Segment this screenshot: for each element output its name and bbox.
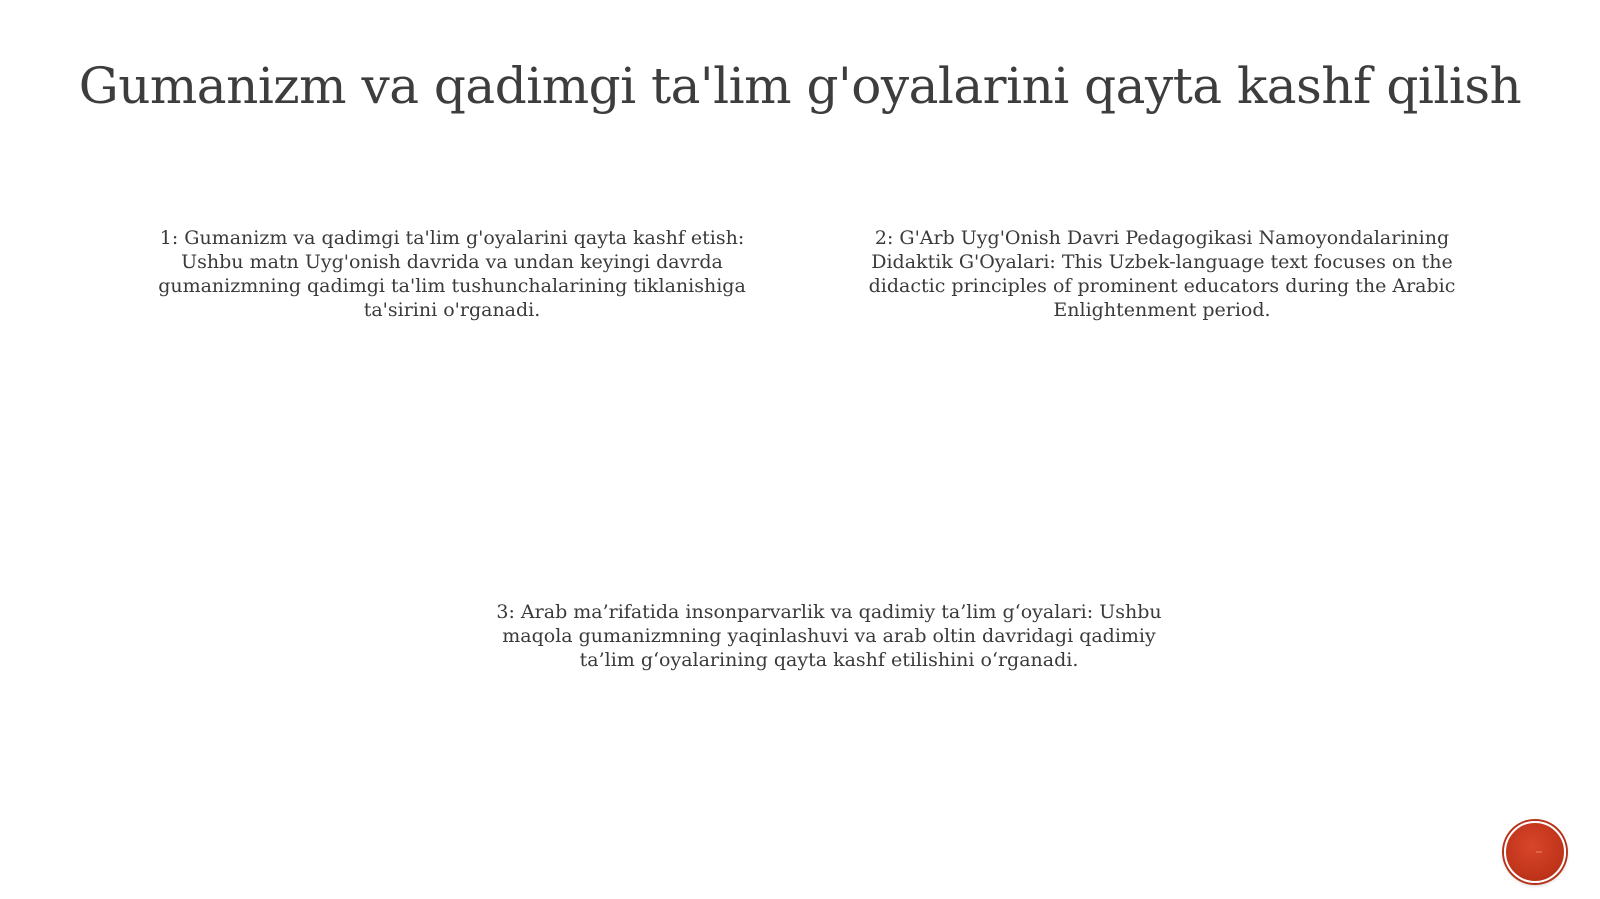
text-block-1: 1: Gumanizm va qadimgi ta'lim g'oyalarini qayta kashf etish: Ushbu matn Uyg'onish davrida va undan keyingi davrda gumanizmning qadimgi ta'lim tushunchalarining tiklanishiga ta'sirini o'rganadi.	[158, 227, 746, 321]
slide-nav-button[interactable]	[1504, 821, 1566, 883]
circle-nav-icon	[1506, 823, 1564, 881]
text-block-2: 2: G'Arb Uyg'Onish Davri Pedagogikasi Namoyondalarining Didaktik G'Oyalari: This Uzbek-language text focuses on the didactic principles of prominent educators during the Arabic Enlightenment period.	[868, 227, 1456, 321]
slide-title: Gumanizm va qadimgi ta'lim g'oyalarini qayta kashf qilish	[78, 57, 1522, 115]
text-block-3: 3: Arab ma’rifatida insonparvarlik va qadimiy ta’lim g‘oyalari: Ushbu maqola gumanizmning yaqinlashuvi va arab oltin davridagi qadimiy ta’lim g‘oyalarining qayta kashf etilishini o‘rganadi.	[496, 601, 1162, 671]
